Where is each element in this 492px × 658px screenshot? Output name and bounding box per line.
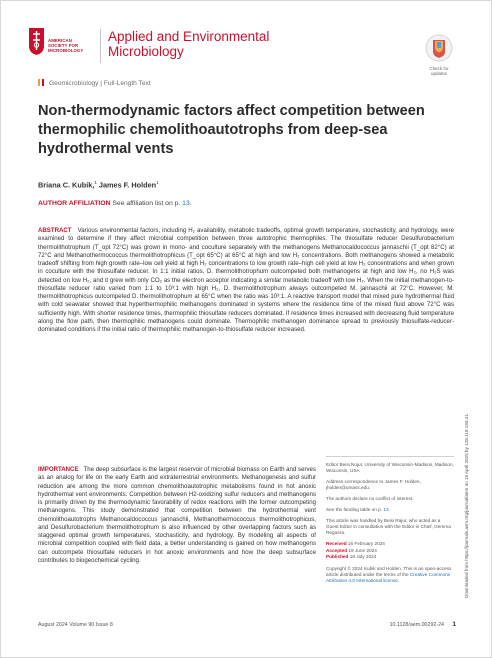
published-date: Published 18 July 2024 [326, 554, 377, 559]
affiliation-text: See affiliation list on p. [112, 200, 181, 207]
section-breadcrumb: Geomicrobiology | Full-Length Text [38, 79, 151, 87]
license-link[interactable]: Creative Commons Attribution 4.0 International license. [326, 571, 451, 583]
funding-page-link[interactable]: 13. [383, 507, 390, 512]
accepted-date: Accepted 19 June 2024 [326, 547, 377, 553]
abstract-text: Various environmental factors, including H₂ availability, metabolic tradeoffs, optimal growth temperature, stochasticity, and hydrology, were examined to determine if they affect microbial competition between three autotrophic thermophiles. The thiosulfate reducer Desulfurobacterium thermolithotrophum (T_opt 72°C) was grown in mono- and coculture separately with the methanogens Methanocaldococcus jannaschii (T_opt 82°C) at 72°C and Methanothermococcus thermolithotrophicus (T_opt 65°C) at 65°C at high and low H₂ concentrations. Both methanogens showed a metabolic tradeoff shifting from high growth rate–low cell yield at high H₂ concentrations to low growth rate–high cell yield at low H₂ concentrations and when grown in coculture with the thiosulfate reducer. In 1:1 initial ratios, D. thermolithotrophum outcompeted both methanogens at high and low H₂, no H₂S was detected on low H₂, and it grew with only CO₂ as the electron acceptor indicating a similar metabolic tradeoff with low H₂. When the initial methanogen-to-thiosulfate reducer ratio varied from 1:1 to 10³:1 with high H₂, D. thermolithotrophum always outcompeted M. jannaschii at 72°C. However, M. thermolithotrophicus outcompeted D. thermolithotrophum at 65°C when the ratio was 10³:1. A reactive transport model that mixed pure hydrothermal fluid with cold seawater showed that hyperthermophilic methanogens dominated in systems where the residence time of the mixed fluid above 72°C was sufficiently high. With shorter residence times, thermophilic thiosulfate reducers dominated. If residence times increased with decreasing fluid temperature along the flow path, then thermophilic methanogens could dominate. Thermophilic methanogen dominance spread to previously thiosulfate-reducer-dominated conditions if the initial ratio of thermophilic methanogen-to-thiosulfate reducer increased. [38, 227, 454, 333]
author-affiliation [38, 200, 192, 207]
importance-section [38, 466, 316, 565]
check-for-updates-badge[interactable] [423, 33, 455, 65]
page-footer [38, 622, 456, 631]
editor-note: Editor Beisi Nojur, University of Wisconsin-Madison, Madison, Wisconsin, USA [326, 462, 454, 473]
page-number: 1 [452, 621, 456, 628]
header-divider [100, 29, 101, 63]
article-title: Non-thermodynamic factors affect competition between thermophilic chemolithoautotrophs from deep-sea hydrothermal vents [38, 103, 425, 157]
section-bar-icon [38, 79, 40, 86]
abstract [38, 227, 454, 334]
check-updates-icon [424, 33, 454, 63]
author-name[interactable]: Briana C. Kubik, [38, 180, 95, 190]
importance-text: The deep subsurface is the largest reservoir of microbial biomass on Earth and serves as an analog for life on the early Earth and extraterrestrial environments. Methanogenesis and sulfur reduction are among the more common chemolithoautotrophic metabolisms found in hot anoxic hydrothermal vent environments. Competition between H2-oxidizing sulfur reducers and methanogens is primarily driven by the thermodynamic favorability of redox reactions with the former outcompeting methanogens. This study demonstrated that competition between the hydrothermal vent chemolithoautotrophs Methanocaldococcus jannaschii, Methanothermococcus thermolithotrophicus, and Desulfurobacterium thermolithotrophum is also influenced by other overlapping factors such as staggered optimal growth temperatures, stochasticity, and hydrology. By modeling all aspects of microbial competition coupled with field data, a better understanding is gained on how methanogens can outcompete thiosulfate reducers in hot anoxic environments and how the deep subsurface contributes to biogeochemical cycling. [38, 466, 316, 564]
society-name: AMERICAN SOCIETY FOR MICROBIOLOGY [48, 38, 84, 53]
author-affiliation-mark: 1 [156, 180, 159, 185]
affiliation-label: AUTHOR AFFILIATION [38, 200, 111, 207]
section-bar-icon [42, 79, 44, 86]
funding-note: See the funding table on p. 13. [326, 507, 390, 512]
check-for-updates-label[interactable]: Check for updates [429, 66, 449, 76]
importance-label: IMPORTANCE [38, 466, 79, 473]
asm-logo [28, 26, 96, 62]
issue-info: August 2024 Volume 90 Issue 8 [38, 622, 113, 628]
copyright-note: Copyright © 2024 Kubik and Holden. This is an open-access article distributed under the terms of the Creative Commons Attribution 4.0 International license. [326, 565, 452, 583]
download-note: Downloaded from https://journals.asm.org/journal/aem on 15 April 2025 by 128.119.193.41. [464, 412, 469, 598]
abstract-label: ABSTRACT [38, 227, 72, 234]
author-affiliation-mark: 1 [94, 180, 97, 185]
author-list [38, 180, 159, 189]
article-info-sidebar [326, 456, 454, 589]
author-name[interactable]: James F. Holden [98, 180, 157, 190]
shield-logo-icon [28, 26, 45, 56]
conflict-note: The authors declare no conflict of interest. [326, 496, 414, 501]
affiliation-page-link[interactable]: 13. [182, 200, 192, 207]
guest-editor-note: This article was handled by Beisi Rajur, who acted as a Guest Editor in consultation with the Editor in Chief, Gemma Reguera. [326, 518, 451, 535]
correspondence-note: Address correspondence to James F. Holden, jholden@umass.edu. [326, 479, 421, 490]
doi-link[interactable]: 10.1128/aem.00292-24 [389, 622, 444, 628]
received-date: Received 16 February 2024 [326, 541, 385, 546]
journal-name[interactable]: Applied and Environmental Microbiology [108, 29, 270, 59]
publication-dates [326, 541, 454, 561]
